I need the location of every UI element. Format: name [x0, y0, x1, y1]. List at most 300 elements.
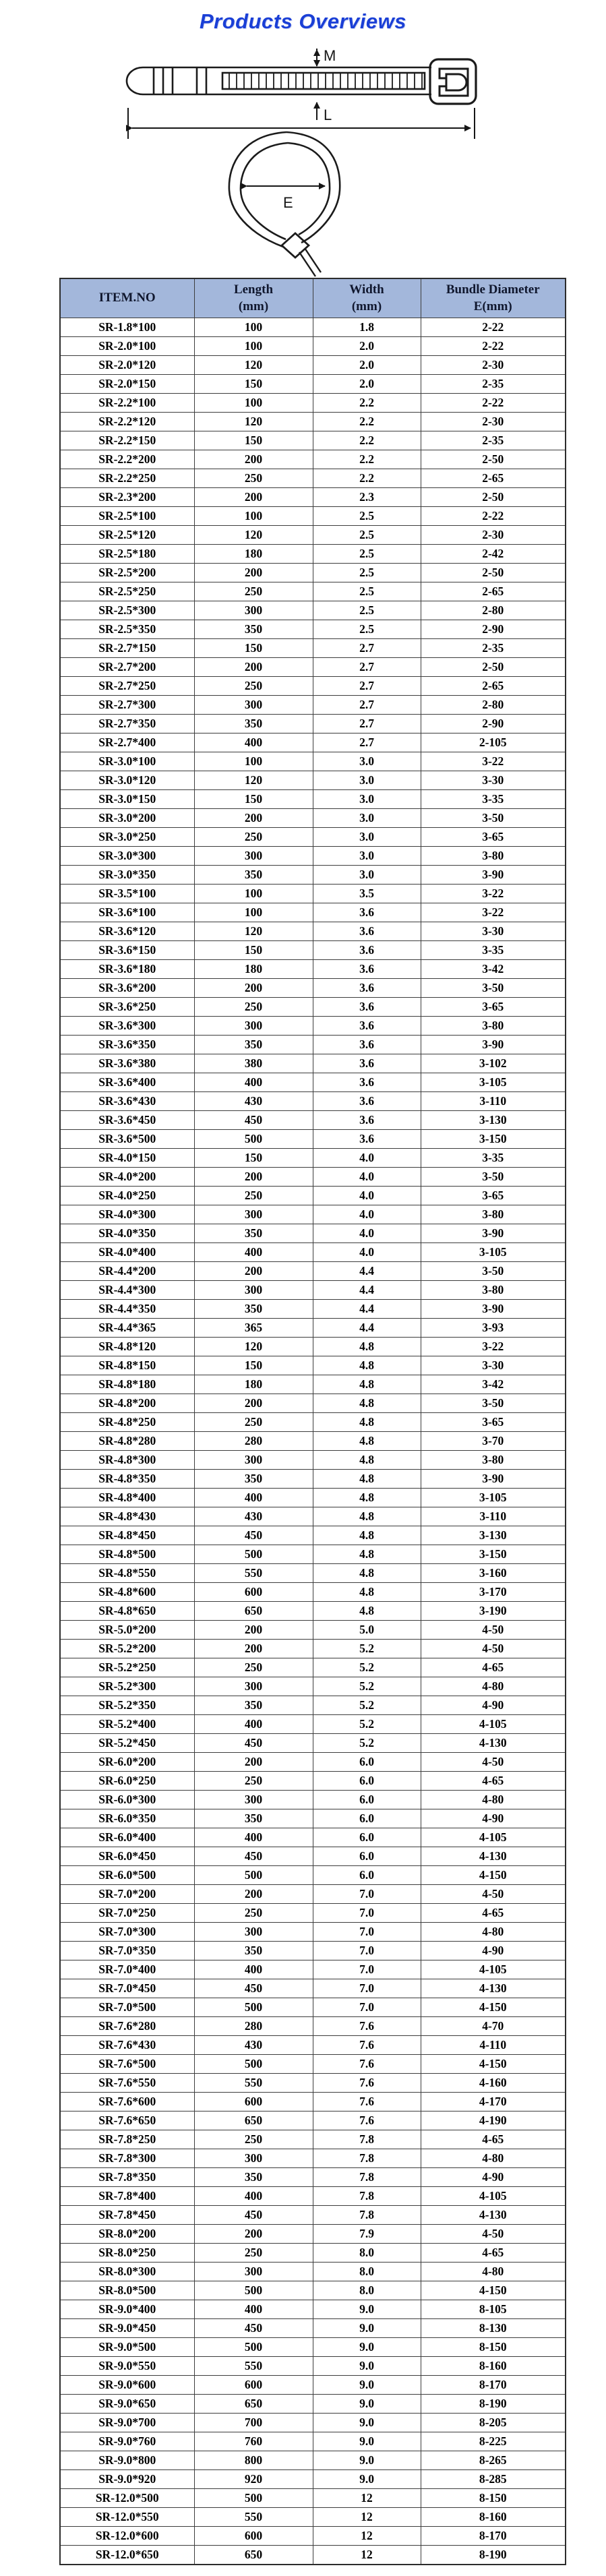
cell-bundle-diameter: 2-30	[421, 413, 566, 431]
table-row	[60, 1923, 566, 1942]
cell-width: 4.8	[313, 1489, 421, 1507]
table-row	[60, 1413, 566, 1432]
cell-bundle-diameter: 8-205	[421, 2414, 566, 2432]
cell-bundle-diameter: 4-50	[421, 1885, 566, 1904]
cell-width: 9.0	[313, 2357, 421, 2376]
cell-length: 760	[194, 2432, 313, 2451]
cell-width: 3.6	[313, 1017, 421, 1036]
cell-width: 7.6	[313, 2074, 421, 2093]
cell-bundle-diameter: 2-65	[421, 582, 566, 601]
cell-item-no: SR-4.0*350	[60, 1224, 194, 1243]
cell-bundle-diameter: 4-65	[421, 2244, 566, 2263]
cell-length: 400	[194, 1489, 313, 1507]
cell-item-no: SR-2.7*350	[60, 715, 194, 733]
cell-length: 200	[194, 658, 313, 677]
cell-width: 7.8	[313, 2168, 421, 2187]
cell-item-no: SR-7.8*250	[60, 2130, 194, 2149]
table-row	[60, 526, 566, 545]
cell-item-no: SR-4.8*250	[60, 1413, 194, 1432]
cell-length: 400	[194, 1715, 313, 1734]
cell-bundle-diameter: 2-22	[421, 337, 566, 356]
cell-length: 350	[194, 2168, 313, 2187]
table-row	[60, 2338, 566, 2357]
table-row	[60, 1866, 566, 1885]
cell-length: 300	[194, 1017, 313, 1036]
cell-length: 200	[194, 1621, 313, 1640]
table-row	[60, 1904, 566, 1923]
cell-item-no: SR-7.0*200	[60, 1885, 194, 1904]
cell-length: 300	[194, 1923, 313, 1942]
table-row	[60, 1602, 566, 1621]
cell-length: 600	[194, 1583, 313, 1602]
cell-width: 4.4	[313, 1300, 421, 1319]
cell-width: 2.5	[313, 526, 421, 545]
cell-bundle-diameter: 4-50	[421, 1640, 566, 1658]
table-row	[60, 1375, 566, 1394]
cell-length: 300	[194, 2149, 313, 2168]
cell-width: 3.6	[313, 1111, 421, 1130]
table-row	[60, 2281, 566, 2300]
cell-width: 9.0	[313, 2300, 421, 2319]
cell-bundle-diameter: 4-90	[421, 1696, 566, 1715]
cell-item-no: SR-4.4*200	[60, 1262, 194, 1281]
cell-length: 250	[194, 1772, 313, 1791]
table-row	[60, 1111, 566, 1130]
cell-bundle-diameter: 8-285	[421, 2470, 566, 2489]
cell-bundle-diameter: 3-35	[421, 790, 566, 809]
cell-length: 550	[194, 1564, 313, 1583]
table-row	[60, 733, 566, 752]
cell-length: 350	[194, 1224, 313, 1243]
cell-item-no: SR-4.4*300	[60, 1281, 194, 1300]
cell-bundle-diameter: 3-30	[421, 771, 566, 790]
table-row	[60, 1791, 566, 1809]
cell-item-no: SR-7.8*450	[60, 2206, 194, 2225]
cell-width: 2.0	[313, 337, 421, 356]
cell-width: 7.0	[313, 1960, 421, 1979]
cell-width: 3.6	[313, 1130, 421, 1149]
cell-item-no: SR-4.8*600	[60, 1583, 194, 1602]
cell-length: 600	[194, 2093, 313, 2111]
cell-item-no: SR-5.2*250	[60, 1658, 194, 1677]
cell-length: 400	[194, 1828, 313, 1847]
table-row	[60, 2319, 566, 2338]
cell-length: 300	[194, 1451, 313, 1470]
cell-width: 4.8	[313, 1583, 421, 1602]
dimension-m	[317, 47, 336, 66]
dimension-l	[317, 102, 332, 123]
table-row	[60, 1017, 566, 1036]
cell-width: 3.6	[313, 903, 421, 922]
cell-length: 700	[194, 2414, 313, 2432]
table-row	[60, 677, 566, 696]
cell-length: 350	[194, 1470, 313, 1489]
cell-bundle-diameter: 3-65	[421, 998, 566, 1017]
cell-width: 2.7	[313, 639, 421, 658]
cell-bundle-diameter: 3-150	[421, 1130, 566, 1149]
cell-width: 9.0	[313, 2414, 421, 2432]
table-row	[60, 1356, 566, 1375]
table-row	[60, 1640, 566, 1658]
cell-width: 3.0	[313, 828, 421, 847]
cell-bundle-diameter: 2-80	[421, 696, 566, 715]
cell-item-no: SR-2.5*300	[60, 601, 194, 620]
table-row	[60, 1696, 566, 1715]
cell-length: 120	[194, 356, 313, 375]
cell-width: 6.0	[313, 1828, 421, 1847]
cell-length: 200	[194, 1753, 313, 1772]
cell-width: 4.8	[313, 1545, 421, 1564]
cell-width: 3.6	[313, 1073, 421, 1092]
cell-item-no: SR-2.5*100	[60, 507, 194, 526]
cell-bundle-diameter: 4-130	[421, 1979, 566, 1998]
cell-item-no: SR-4.8*430	[60, 1507, 194, 1526]
table-row	[60, 998, 566, 1017]
cell-width: 12	[313, 2508, 421, 2527]
cell-width: 5.2	[313, 1696, 421, 1715]
table-row	[60, 715, 566, 733]
table-row	[60, 450, 566, 469]
cell-item-no: SR-9.0*550	[60, 2357, 194, 2376]
cell-width: 5.2	[313, 1715, 421, 1734]
cell-bundle-diameter: 4-65	[421, 2130, 566, 2149]
table-row	[60, 2376, 566, 2395]
cell-bundle-diameter: 2-80	[421, 601, 566, 620]
cell-length: 100	[194, 507, 313, 526]
cell-item-no: SR-6.0*500	[60, 1866, 194, 1885]
cell-width: 7.6	[313, 2017, 421, 2036]
label-l: L	[324, 107, 332, 123]
cell-width: 4.8	[313, 1413, 421, 1432]
cell-item-no: SR-3.6*120	[60, 922, 194, 941]
table-row	[60, 1507, 566, 1526]
cell-item-no: SR-4.8*500	[60, 1545, 194, 1564]
cell-width: 4.0	[313, 1168, 421, 1187]
cell-width: 3.0	[313, 790, 421, 809]
cell-bundle-diameter: 2-22	[421, 318, 566, 337]
cell-length: 550	[194, 2508, 313, 2527]
cell-width: 4.0	[313, 1224, 421, 1243]
table-row	[60, 469, 566, 488]
table-row	[60, 601, 566, 620]
cell-item-no: SR-3.6*350	[60, 1036, 194, 1054]
table-row	[60, 2470, 566, 2489]
cell-length: 200	[194, 564, 313, 582]
cell-item-no: SR-2.7*250	[60, 677, 194, 696]
table-row	[60, 337, 566, 356]
cell-item-no: SR-4.4*350	[60, 1300, 194, 1319]
cell-item-no: SR-8.0*200	[60, 2225, 194, 2244]
cell-length: 450	[194, 1734, 313, 1753]
table-row	[60, 2187, 566, 2206]
cell-width: 2.3	[313, 488, 421, 507]
table-row	[60, 488, 566, 507]
cell-width: 7.6	[313, 2036, 421, 2055]
table-row	[60, 752, 566, 771]
table-row	[60, 1451, 566, 1470]
cell-width: 5.0	[313, 1621, 421, 1640]
cell-bundle-diameter: 2-50	[421, 488, 566, 507]
cell-item-no: SR-12.0*550	[60, 2508, 194, 2527]
cell-width: 1.8	[313, 318, 421, 337]
table-row	[60, 1262, 566, 1281]
cell-length: 100	[194, 318, 313, 337]
table-row	[60, 1054, 566, 1073]
cell-item-no: SR-3.6*400	[60, 1073, 194, 1092]
cell-width: 6.0	[313, 1753, 421, 1772]
table-row	[60, 1036, 566, 1054]
cell-bundle-diameter: 4-110	[421, 2036, 566, 2055]
products-spec-table	[59, 278, 566, 2565]
table-row	[60, 545, 566, 564]
cell-bundle-diameter: 4-80	[421, 2149, 566, 2168]
cell-length: 200	[194, 488, 313, 507]
cell-length: 200	[194, 2225, 313, 2244]
cell-length: 250	[194, 828, 313, 847]
table-row	[60, 2263, 566, 2281]
cell-width: 3.0	[313, 866, 421, 885]
cell-length: 450	[194, 1526, 313, 1545]
table-row	[60, 2130, 566, 2149]
cell-bundle-diameter: 8-225	[421, 2432, 566, 2451]
table-row	[60, 2017, 566, 2036]
cell-width: 6.0	[313, 1809, 421, 1828]
table-row	[60, 658, 566, 677]
cell-length: 450	[194, 2206, 313, 2225]
cell-length: 200	[194, 809, 313, 828]
cell-bundle-diameter: 2-30	[421, 356, 566, 375]
cell-item-no: SR-4.4*365	[60, 1319, 194, 1338]
cell-width: 7.6	[313, 2093, 421, 2111]
cell-bundle-diameter: 3-90	[421, 1470, 566, 1489]
cell-bundle-diameter: 4-105	[421, 1715, 566, 1734]
cell-length: 400	[194, 2300, 313, 2319]
page-title: Products Overviews	[199, 9, 407, 33]
cell-bundle-diameter: 4-65	[421, 1658, 566, 1677]
cell-width: 3.0	[313, 847, 421, 866]
cell-bundle-diameter: 3-80	[421, 1205, 566, 1224]
cell-item-no: SR-1.8*100	[60, 318, 194, 337]
cell-width: 3.0	[313, 752, 421, 771]
cell-length: 250	[194, 1413, 313, 1432]
cell-bundle-diameter: 3-90	[421, 1224, 566, 1243]
cell-bundle-diameter: 4-150	[421, 2055, 566, 2074]
cell-length: 650	[194, 2546, 313, 2565]
cell-length: 150	[194, 639, 313, 658]
cell-item-no: SR-2.7*400	[60, 733, 194, 752]
cell-item-no: SR-12.0*650	[60, 2546, 194, 2565]
cell-length: 250	[194, 582, 313, 601]
cell-length: 180	[194, 545, 313, 564]
cell-item-no: SR-9.0*700	[60, 2414, 194, 2432]
table-row	[60, 1960, 566, 1979]
cell-width: 5.2	[313, 1640, 421, 1658]
cell-item-no: SR-3.6*500	[60, 1130, 194, 1149]
cell-width: 4.0	[313, 1205, 421, 1224]
cell-bundle-diameter: 3-80	[421, 1281, 566, 1300]
cell-item-no: SR-6.0*400	[60, 1828, 194, 1847]
cell-width: 9.0	[313, 2376, 421, 2395]
table-body	[60, 318, 566, 2565]
table-row	[60, 2432, 566, 2451]
cell-width: 2.0	[313, 356, 421, 375]
cell-length: 400	[194, 733, 313, 752]
cell-length: 550	[194, 2074, 313, 2093]
table-row	[60, 1489, 566, 1507]
table-row	[60, 1470, 566, 1489]
cell-width: 4.8	[313, 1375, 421, 1394]
table-row	[60, 2055, 566, 2074]
cell-bundle-diameter: 4-130	[421, 1734, 566, 1753]
cell-bundle-diameter: 3-105	[421, 1243, 566, 1262]
cell-bundle-diameter: 3-160	[421, 1564, 566, 1583]
cell-width: 3.0	[313, 771, 421, 790]
cell-bundle-diameter: 4-105	[421, 1960, 566, 1979]
table-row	[60, 1394, 566, 1413]
cell-width: 2.0	[313, 375, 421, 394]
cell-item-no: SR-4.8*650	[60, 1602, 194, 1621]
cell-length: 100	[194, 394, 313, 413]
cell-item-no: SR-2.2*250	[60, 469, 194, 488]
cell-length: 350	[194, 866, 313, 885]
table-row	[60, 1677, 566, 1696]
column-header: ITEM.NO	[60, 278, 194, 318]
cell-width: 2.2	[313, 413, 421, 431]
cell-bundle-diameter: 4-70	[421, 2017, 566, 2036]
label-e: E	[283, 194, 293, 211]
table-row	[60, 2036, 566, 2055]
table-row	[60, 639, 566, 658]
cell-length: 250	[194, 2130, 313, 2149]
cell-length: 500	[194, 2281, 313, 2300]
cell-length: 250	[194, 677, 313, 696]
cell-item-no: SR-4.8*550	[60, 1564, 194, 1583]
table-row	[60, 1526, 566, 1545]
cell-item-no: SR-3.6*200	[60, 979, 194, 998]
cell-width: 3.6	[313, 960, 421, 979]
cell-width: 2.7	[313, 696, 421, 715]
cell-width: 4.8	[313, 1338, 421, 1356]
table-row	[60, 2225, 566, 2244]
cell-width: 5.2	[313, 1658, 421, 1677]
cell-length: 200	[194, 1168, 313, 1187]
table-row	[60, 1338, 566, 1356]
cell-item-no: SR-7.6*550	[60, 2074, 194, 2093]
cell-bundle-diameter: 3-130	[421, 1526, 566, 1545]
cell-length: 400	[194, 2187, 313, 2206]
cell-item-no: SR-3.6*380	[60, 1054, 194, 1073]
cell-item-no: SR-8.0*300	[60, 2263, 194, 2281]
cell-bundle-diameter: 4-90	[421, 1942, 566, 1960]
cell-item-no: SR-2.0*120	[60, 356, 194, 375]
cell-item-no: SR-3.0*350	[60, 866, 194, 885]
table-row	[60, 2527, 566, 2546]
cell-length: 100	[194, 903, 313, 922]
table-row	[60, 790, 566, 809]
cell-item-no: SR-6.0*300	[60, 1791, 194, 1809]
table-row	[60, 847, 566, 866]
cell-length: 300	[194, 1205, 313, 1224]
table-row	[60, 2489, 566, 2508]
table-row	[60, 866, 566, 885]
cell-bundle-diameter: 4-50	[421, 1753, 566, 1772]
cell-item-no: SR-3.6*300	[60, 1017, 194, 1036]
table-row	[60, 2074, 566, 2093]
table-row	[60, 2414, 566, 2432]
cell-item-no: SR-8.0*500	[60, 2281, 194, 2300]
cell-width: 2.2	[313, 469, 421, 488]
cell-width: 2.2	[313, 394, 421, 413]
cell-width: 6.0	[313, 1847, 421, 1866]
cable-tie-top-view	[127, 59, 476, 104]
table-row	[60, 1432, 566, 1451]
table-row	[60, 1734, 566, 1753]
cell-item-no: SR-9.0*600	[60, 2376, 194, 2395]
cell-bundle-diameter: 4-105	[421, 2187, 566, 2206]
cell-width: 4.0	[313, 1149, 421, 1168]
cell-bundle-diameter: 4-80	[421, 1923, 566, 1942]
cell-bundle-diameter: 4-150	[421, 2281, 566, 2300]
cell-length: 430	[194, 1507, 313, 1526]
cell-item-no: SR-2.5*350	[60, 620, 194, 639]
table-row	[60, 564, 566, 582]
cell-bundle-diameter: 2-42	[421, 545, 566, 564]
cell-item-no: SR-4.8*180	[60, 1375, 194, 1394]
cell-bundle-diameter: 4-80	[421, 2263, 566, 2281]
cell-bundle-diameter: 3-22	[421, 752, 566, 771]
cell-bundle-diameter: 2-35	[421, 375, 566, 394]
cell-item-no: SR-7.8*300	[60, 2149, 194, 2168]
cell-bundle-diameter: 3-130	[421, 1111, 566, 1130]
cell-item-no: SR-2.0*150	[60, 375, 194, 394]
cell-length: 430	[194, 2036, 313, 2055]
table-row	[60, 1658, 566, 1677]
cell-item-no: SR-2.2*100	[60, 394, 194, 413]
cell-width: 6.0	[313, 1866, 421, 1885]
cell-width: 3.6	[313, 1036, 421, 1054]
cell-bundle-diameter: 2-35	[421, 431, 566, 450]
cell-bundle-diameter: 3-50	[421, 979, 566, 998]
label-m: M	[324, 47, 336, 64]
cell-length: 250	[194, 1658, 313, 1677]
cell-width: 7.0	[313, 1998, 421, 2017]
cell-bundle-diameter: 4-50	[421, 1621, 566, 1640]
cell-item-no: SR-7.8*400	[60, 2187, 194, 2206]
cell-width: 6.0	[313, 1772, 421, 1791]
cell-item-no: SR-5.2*400	[60, 1715, 194, 1734]
cell-length: 500	[194, 2338, 313, 2357]
cell-bundle-diameter: 4-160	[421, 2074, 566, 2093]
cell-length: 350	[194, 1036, 313, 1054]
cell-bundle-diameter: 3-80	[421, 1451, 566, 1470]
cell-width: 3.6	[313, 922, 421, 941]
cell-length: 400	[194, 1073, 313, 1092]
cable-tie-drawing-svg	[0, 40, 606, 278]
cell-width: 3.6	[313, 941, 421, 960]
cell-item-no: SR-2.7*300	[60, 696, 194, 715]
cell-bundle-diameter: 3-35	[421, 941, 566, 960]
table-row	[60, 1715, 566, 1734]
cell-width: 8.0	[313, 2281, 421, 2300]
cell-width: 3.6	[313, 998, 421, 1017]
cell-bundle-diameter: 3-70	[421, 1432, 566, 1451]
cell-bundle-diameter: 8-105	[421, 2300, 566, 2319]
cell-item-no: SR-2.7*200	[60, 658, 194, 677]
cell-bundle-diameter: 4-170	[421, 2093, 566, 2111]
table-row	[60, 1753, 566, 1772]
cell-length: 350	[194, 1809, 313, 1828]
cell-bundle-diameter: 3-90	[421, 1300, 566, 1319]
